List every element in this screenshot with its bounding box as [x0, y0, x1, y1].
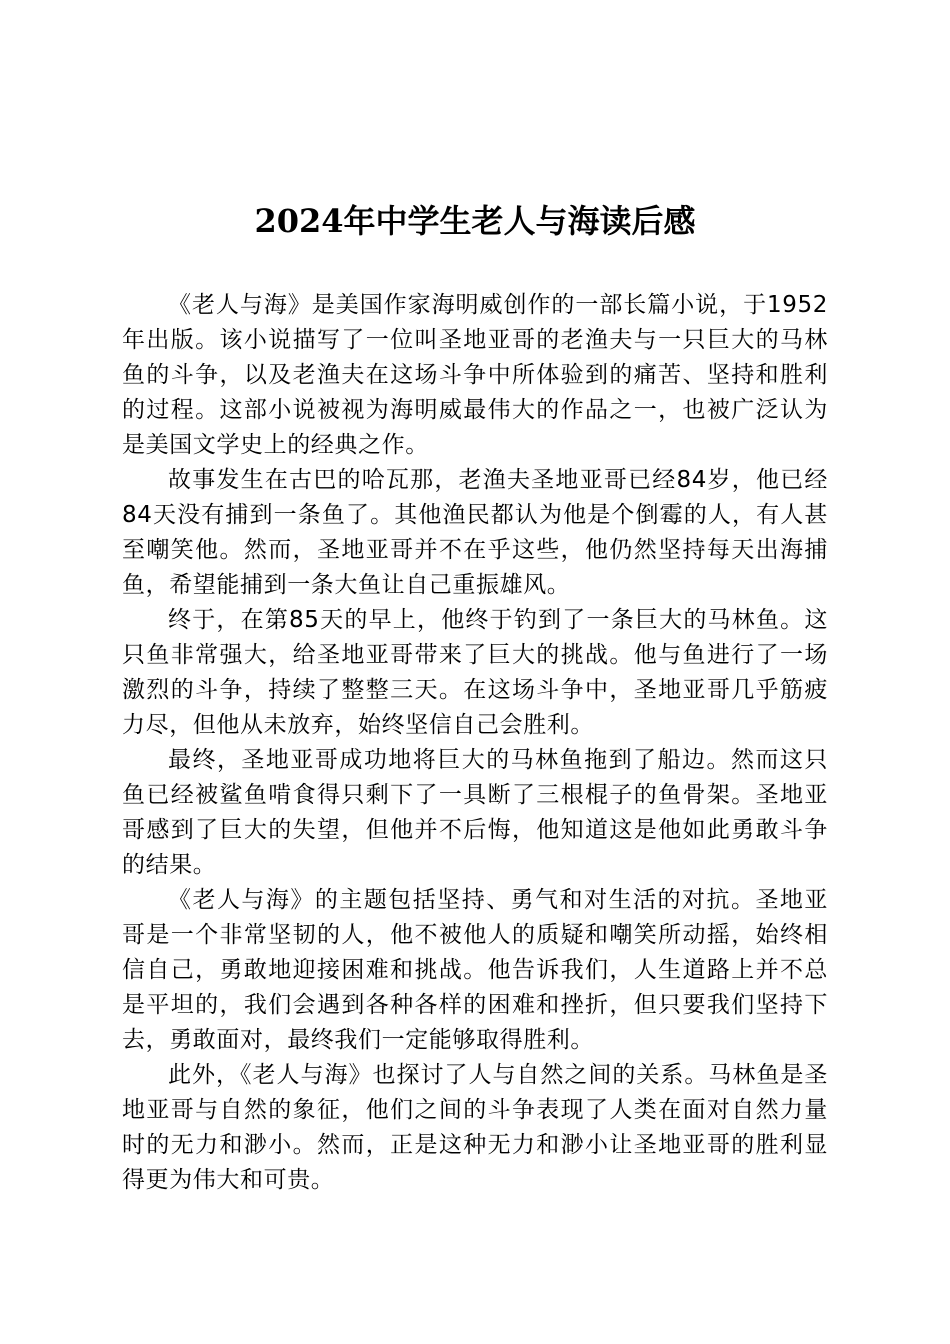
paragraph-6: 此外，《老人与海》也探讨了人与自然之间的关系。马林鱼是圣地亚哥与自然的象征，他们之间的斗争表现了人类在面对自然力量时的无力和渺小。然而，正是这种无力和渺小让圣地亚哥的胜利显得更为伟大和可贵。	[122, 1062, 828, 1193]
document-title: 2024年中学生老人与海读后感	[254, 202, 696, 240]
paragraph-3: 终于，在第85天的早上，他终于钓到了一条巨大的马林鱼。这只鱼非常强大，给圣地亚哥带来了巨大的挑战。他与鱼进行了一场激烈的斗争，持续了整整三天。在这场斗争中，圣地亚哥几乎筋疲力尽，但他从未放弃，始终坚信自己会胜利。	[122, 607, 828, 738]
paragraph-1: 《老人与海》是美国作家海明威创作的一部长篇小说，于1952年出版。该小说描写了一位叫圣地亚哥的老渔夫与一只巨大的马林鱼的斗争，以及老渔夫在这场斗争中所体验到的痛苦、坚持和胜利的过程。这部小说被视为海明威最伟大的作品之一，也被广泛认为是美国文学史上的经典之作。	[122, 292, 828, 458]
document-body	[122, 288, 828, 1198]
paragraph-4: 最终，圣地亚哥成功地将巨大的马林鱼拖到了船边。然而这只鱼已经被鲨鱼啃食得只剩下了一具断了三根棍子的鱼骨架。圣地亚哥感到了巨大的失望，但他并不后悔，他知道这是他如此勇敢斗争的结果。	[122, 747, 828, 878]
paragraph-2: 故事发生在古巴的哈瓦那，老渔夫圣地亚哥已经84岁，他已经84天没有捕到一条鱼了。其他渔民都认为他是个倒霉的人，有人甚至嘲笑他。然而，圣地亚哥并不在乎这些，他仍然坚持每天出海捕鱼，希望能捕到一条大鱼让自己重振雄风。	[122, 467, 828, 598]
paragraph-5: 《老人与海》的主题包括坚持、勇气和对生活的对抗。圣地亚哥是一个非常坚韧的人，他不被他人的质疑和嘲笑所动摇，始终相信自己，勇敢地迎接困难和挑战。他告诉我们，人生道路上并不总是平坦的，我们会遇到各种各样的困难和挫折，但只要我们坚持下去，勇敢面对，最终我们一定能够取得胜利。	[122, 887, 828, 1053]
